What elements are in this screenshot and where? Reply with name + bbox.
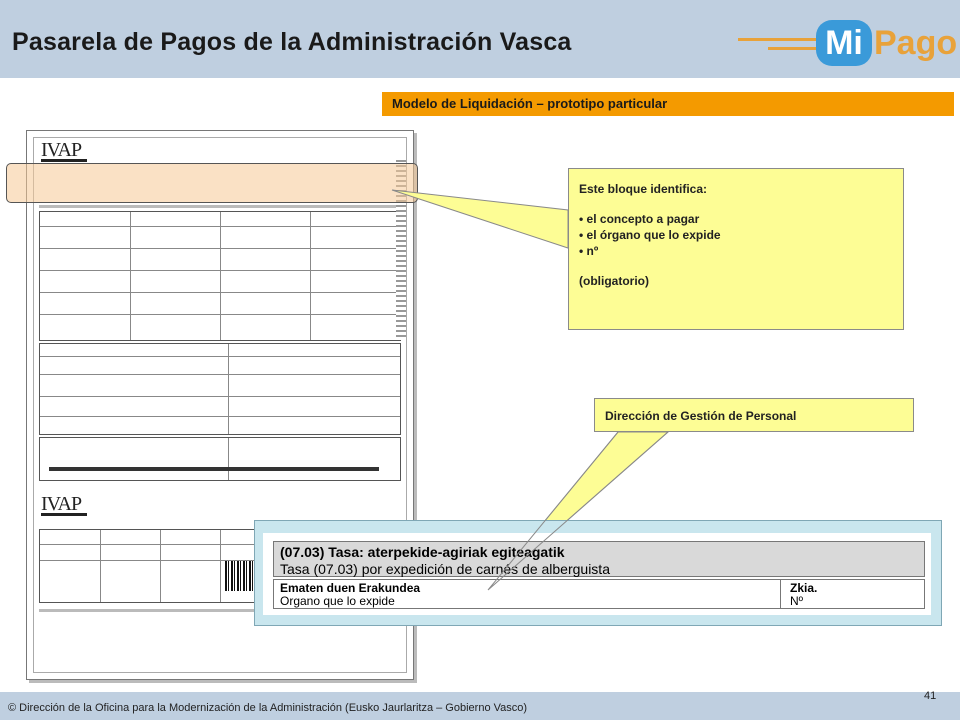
page-number: 41 xyxy=(924,690,937,702)
concept-line-basque: (07.03) Tasa: aterpekide-agiriak egiteagatik xyxy=(280,544,565,560)
copyright-text: © Dirección de la Oficina para la Modernización de la Administración (Eusko Jaurlaritza – Gobierno Vasco) xyxy=(8,702,528,714)
ivap-logo-text: IVAP xyxy=(41,493,82,515)
organ-value: Organo que lo expide xyxy=(280,594,395,608)
logo-word: Pago xyxy=(874,24,958,62)
zoom-inner xyxy=(263,533,931,615)
number-label: Zkia. xyxy=(790,581,818,595)
model-banner: Modelo de Liquidación – prototipo particular xyxy=(382,92,954,116)
number-value: Nº xyxy=(790,594,804,608)
list-item: • nº xyxy=(579,243,893,259)
callout-heading: Este bloque identifica: xyxy=(579,182,708,196)
logo-badge: Mi xyxy=(816,20,872,66)
list-item: • el órgano que lo expide xyxy=(579,227,893,243)
concept-callout xyxy=(568,168,904,330)
ivap-logo-text: IVAP xyxy=(41,139,82,161)
callout-pointer xyxy=(392,190,568,248)
zoomed-concept-block xyxy=(254,520,942,626)
footer-bar xyxy=(0,692,960,720)
list-item: • el concepto a pagar xyxy=(579,211,893,227)
page-title: Pasarela de Pagos de la Administración Vasca xyxy=(12,28,572,56)
concept-row xyxy=(273,541,925,577)
concept-line-spanish: Tasa (07.03) por expedición de carnés de alberguista xyxy=(280,561,610,577)
callout-list xyxy=(579,211,893,259)
organ-cell xyxy=(274,580,781,608)
organ-row xyxy=(273,579,925,609)
callout-note: (obligatorio) xyxy=(579,274,649,288)
organ-label: Ematen duen Erakundea xyxy=(280,581,421,595)
organ-callout: Dirección de Gestión de Personal xyxy=(594,398,914,432)
